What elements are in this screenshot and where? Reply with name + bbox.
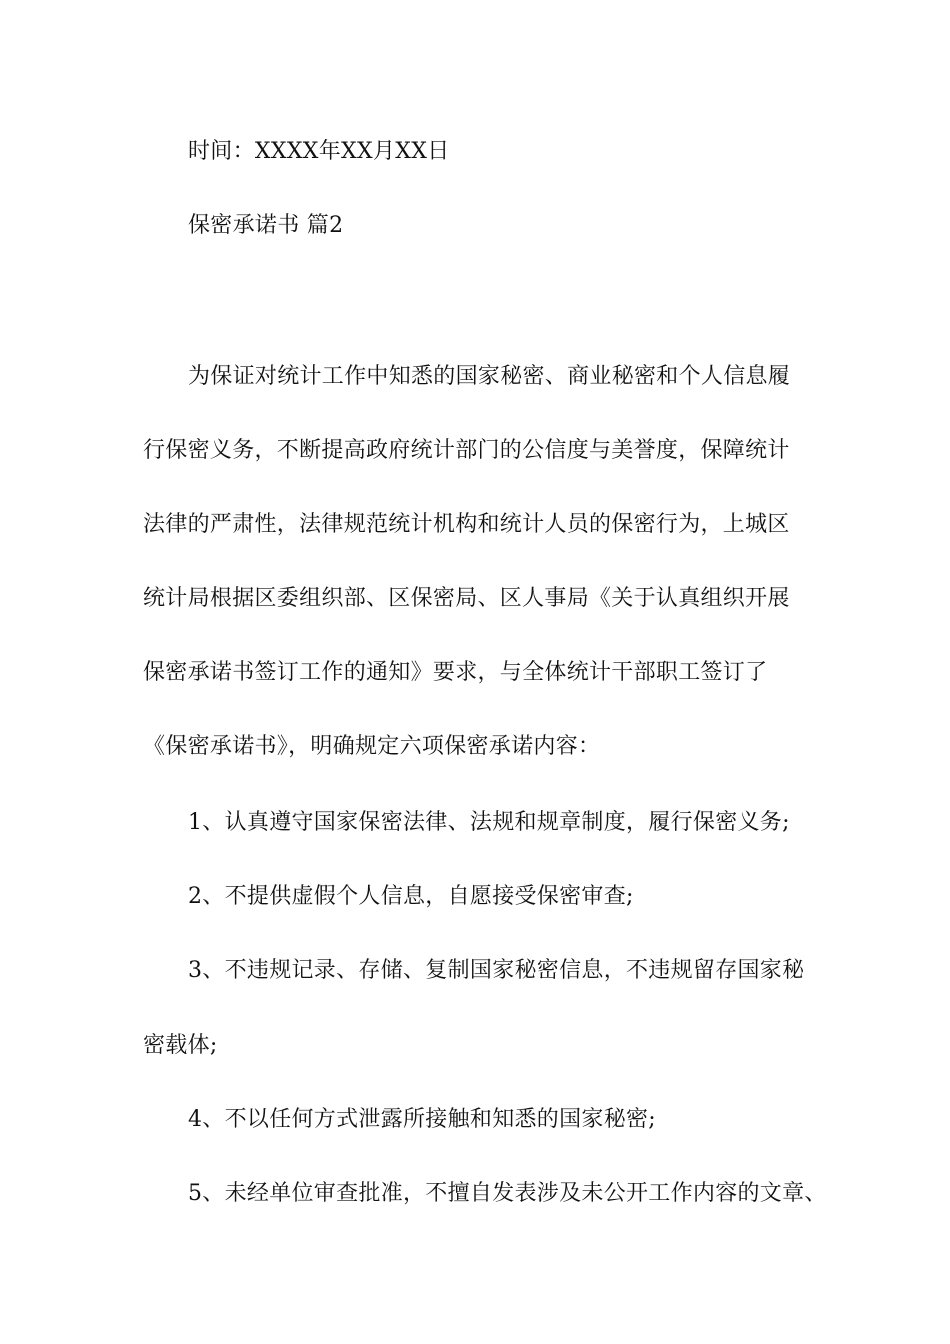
list-item: 3、不违规记录、存储、复制国家秘密信息，不违规留存国家秘 [188, 958, 805, 983]
date-line: 时间：XXXX年XX月XX日 [188, 139, 450, 164]
paragraph-line: 行保密义务，不断提高政府统计部门的公信度与美誉度，保障统计 [143, 438, 790, 463]
list-item: 2、不提供虚假个人信息，自愿接受保密审查; [188, 884, 634, 909]
paragraph-line: 《保密承诺书》，明确规定六项保密承诺内容： [143, 734, 601, 759]
paragraph-line: 保密承诺书签订工作的通知》要求，与全体统计干部职工签订了 [143, 660, 768, 685]
list-item: 1、认真遵守国家保密法律、法规和规章制度，履行保密义务; [188, 810, 790, 835]
section-title: 保密承诺书 篇2 [188, 213, 344, 238]
list-item: 5、未经单位审查批准，不擅自发表涉及未公开工作内容的文章、 [188, 1181, 827, 1206]
paragraph-line: 法律的严肃性，法律规范统计机构和统计人员的保密行为，上城区 [143, 512, 790, 537]
list-item-continuation: 密载体; [143, 1033, 218, 1058]
paragraph-line: 统计局根据区委组织部、区保密局、区人事局《关于认真组织开展 [143, 586, 790, 611]
paragraph-line: 为保证对统计工作中知悉的国家秘密、商业秘密和个人信息履 [188, 364, 791, 389]
list-item: 4、不以任何方式泄露所接触和知悉的国家秘密; [188, 1107, 657, 1132]
